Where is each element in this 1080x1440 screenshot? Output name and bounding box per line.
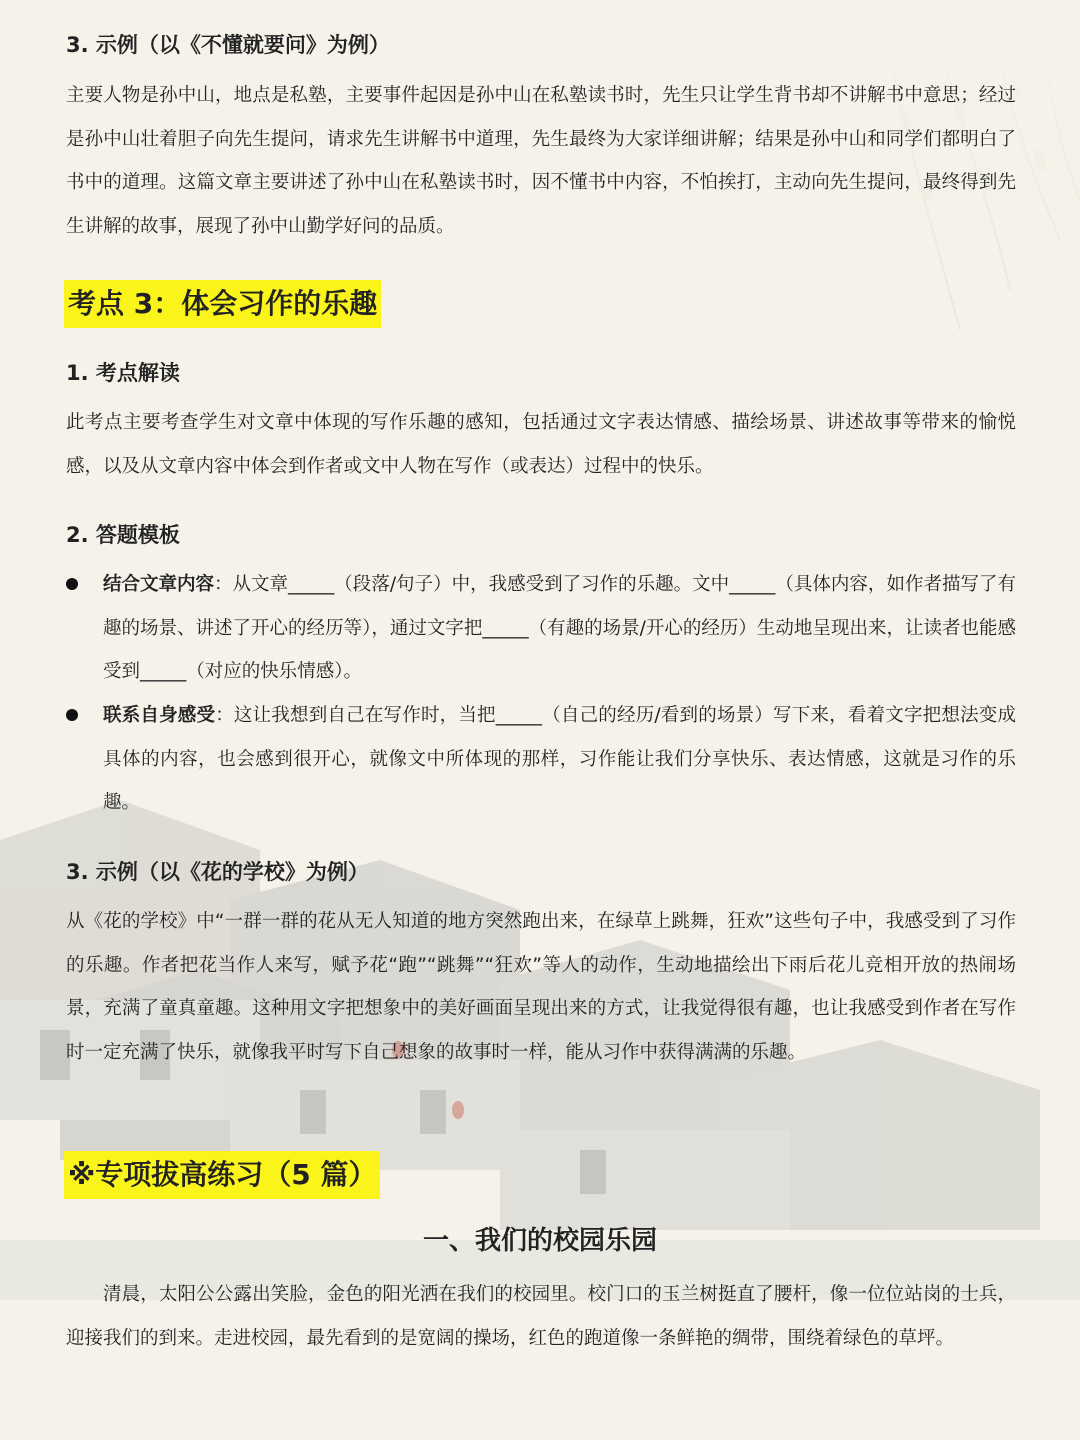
example-paragraph-1: 主要人物是孙中山，地点是私塾，主要事件起因是孙中山在私塾读书时，先生只让学生背书却不讲解书中意思；经过是孙中山壮着胆子向先生提问，请求先生讲解书中道理，先生最终为大家详细讲解；结果是孙中山和同学们都明白了书中的道理。这篇文章主要讲述了孙中山在私塾读书时，因不懂书中内容，不怕挨打，主动向先生提问，最终得到先生讲解的故事，展现了孙中山勤学好问的品质。 <box>66 85 1016 237</box>
template-heading: 2. 答题模板 <box>66 523 180 547</box>
bullet-dot-icon <box>66 578 78 590</box>
interpretation-paragraph: 此考点主要考查学生对文章中体现的写作乐趣的感知，包括通过文字表达情感、描绘场景、讲述故事等带来的愉悦感，以及从文章内容中体会到作者或文中人物在写作（或表达）过程中的快乐。 <box>66 412 1016 477</box>
interpretation-heading: 1. 考点解读 <box>66 361 180 385</box>
kaodian-3-title: 考点 3：体会习作的乐趣 <box>64 280 381 328</box>
example-paragraph-2: 从《花的学校》中“一群一群的花从无人知道的地方突然跑出来，在绿草上跳舞，狂欢”这些句子中，我感受到了习作的乐趣。作者把花当作人来写，赋予花“跑”“跳舞”“狂欢”等人的动作，生动地描绘出下雨后花儿竞相开放的热闹场景，充满了童真童趣。这种用文字把想象中的美好画面呈现出来的方式，让我觉得很有趣，也让我感受到作者在写作时一定充满了快乐，就像我平时写下自己想象的故事时一样，能从习作中获得满满的乐趣。 <box>66 911 1016 1063</box>
template-bullet-1 <box>103 563 1016 694</box>
example-heading-2: 3. 示例（以《花的学校》为例） <box>66 860 369 884</box>
example-heading-1: 3. 示例（以《不懂就要问》为例） <box>66 33 390 57</box>
bullet-dot-icon <box>66 709 78 721</box>
essay-title: 一、我们的校园乐园 <box>422 1226 657 1256</box>
bullet-body: ：从文章_____（段落/句子）中，我感受到了习作的乐趣。文中_____（具体内容，如作者描写了有趣的场景、讲述了开心的经历等），通过文字把_____（有趣的场景/开心的经历）生动地呈现出来，让读者也能感受到_____（对应的快乐情感）。 <box>103 574 1016 682</box>
bullet-body: ：这让我想到自己在写作时，当把_____（自己的经历/看到的场景）写下来，看着文字把想法变成具体的内容，也会感到很开心，就像文中所体现的那样，习作能让我们分享快乐、表达情感，这就是习作的乐趣。 <box>103 705 1016 813</box>
bullet-label: 结合文章内容 <box>103 574 215 595</box>
template-bullet-2 <box>103 694 1016 825</box>
essay-paragraph: 清晨，太阳公公露出笑脸，金色的阳光洒在我们的校园里。校门口的玉兰树挺直了腰杆，像一位位站岗的士兵，迎接我们的到来。走进校园，最先看到的是宽阔的操场，红色的跑道像一条鲜艳的绸带，围绕着绿色的草坪。 <box>66 1284 1016 1349</box>
bullet-label: 联系自身感受 <box>103 705 216 726</box>
practice-title: ※专项拔高练习（5 篇） <box>64 1151 380 1199</box>
